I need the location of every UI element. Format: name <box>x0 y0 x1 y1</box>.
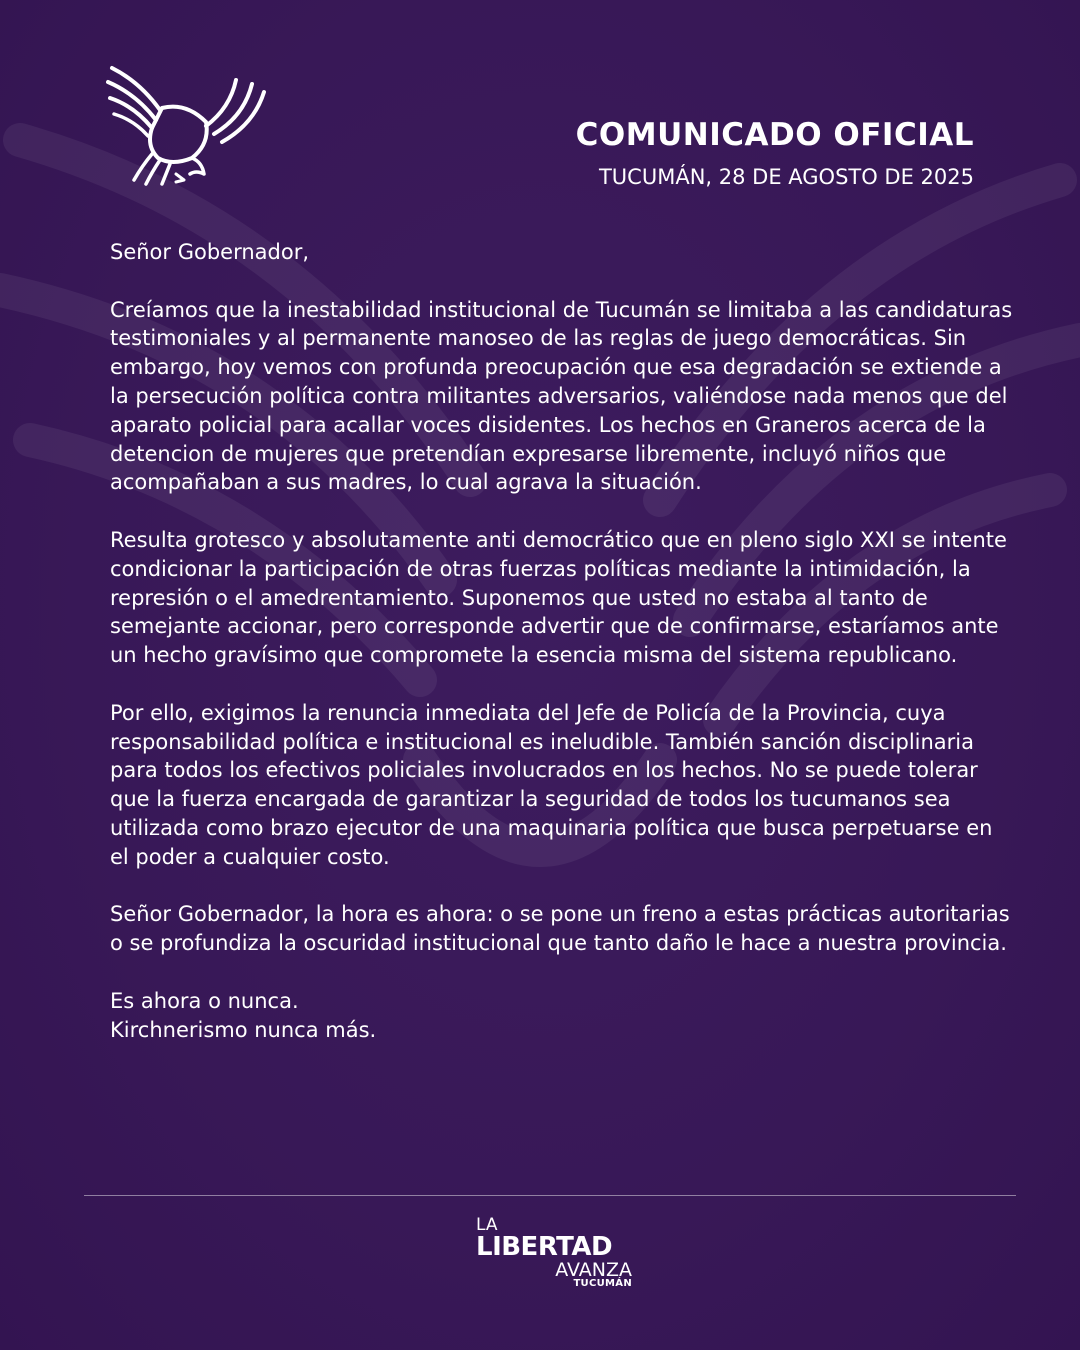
letter-paragraph: Señor Gobernador, la hora es ahora: o se pone un freno a estas prácticas autoritarias o se profundiza la oscuridad institucional que tanto daño le hace a nuestra provincia. <box>110 902 1010 956</box>
header <box>576 116 974 192</box>
letter-paragraph: Creíamos que la inestabilidad institucional de Tucumán se limitaba a las candidaturas testimoniales y al permanente manoseo de las reglas de juego democráticas. Sin embargo, hoy vemos con profunda preocupación que esa degradación se extiende a la persecución política contra militantes adversarios, valiéndose nada menos que del aparato policial para acallar voces disidentes. Los hechos en Graneros acerca de la detencion de mujeres que pretendían expresarse libremente, incluyó niños que acompañaban a sus madres, lo cual agrava la situación. <box>110 297 1013 495</box>
letter-body <box>110 238 1015 1044</box>
letter-paragraph: Por ello, exigimos la renuncia inmediata del Jefe de Policía de la Provincia, cuya responsabilidad política e institucional es ineludible. También sanción disciplinaria para todos los efectivos policiales involucrados en los hechos. No se puede tolerar que la fuerza encargada de garantizar la seguridad de todos los tucumanos sea utilizada como brazo ejecutor de una maquinaria política que busca perpetuarse en el poder a cualquier costo. <box>110 700 993 869</box>
letter-paragraph: Resulta grotesco y absolutamente anti democrático que en pleno siglo XXI se intente condicionar la participación de otras fuerzas políticas mediante la intimidación, la represión o el amedrentamiento. Suponemos que usted no estaba al tanto de semejante accionar, pero corresponde advertir que de confirmarse, estaríamos ante un hecho gravísimo que compromete la esencia misma del sistema republicano. <box>110 527 1007 668</box>
eagle-icon <box>106 62 268 188</box>
letter-greeting: Señor Gobernador, <box>110 240 310 264</box>
closing-line: Kirchnerismo nunca más. <box>110 1017 377 1042</box>
closing-line: Es ahora o nunca. <box>110 988 299 1013</box>
party-logo <box>476 1216 636 1292</box>
logo-libertad: LIBERTAD <box>476 1232 613 1262</box>
logo-la: LA <box>476 1215 498 1235</box>
logo-region: TUCUMÁN <box>573 1278 632 1289</box>
page-title: COMUNICADO OFICIAL <box>575 117 974 153</box>
location-date: TUCUMÁN, 28 DE AGOSTO DE 2025 <box>598 165 974 189</box>
logo-avanza: AVANZA <box>555 1259 632 1281</box>
footer-divider <box>84 1195 1016 1196</box>
